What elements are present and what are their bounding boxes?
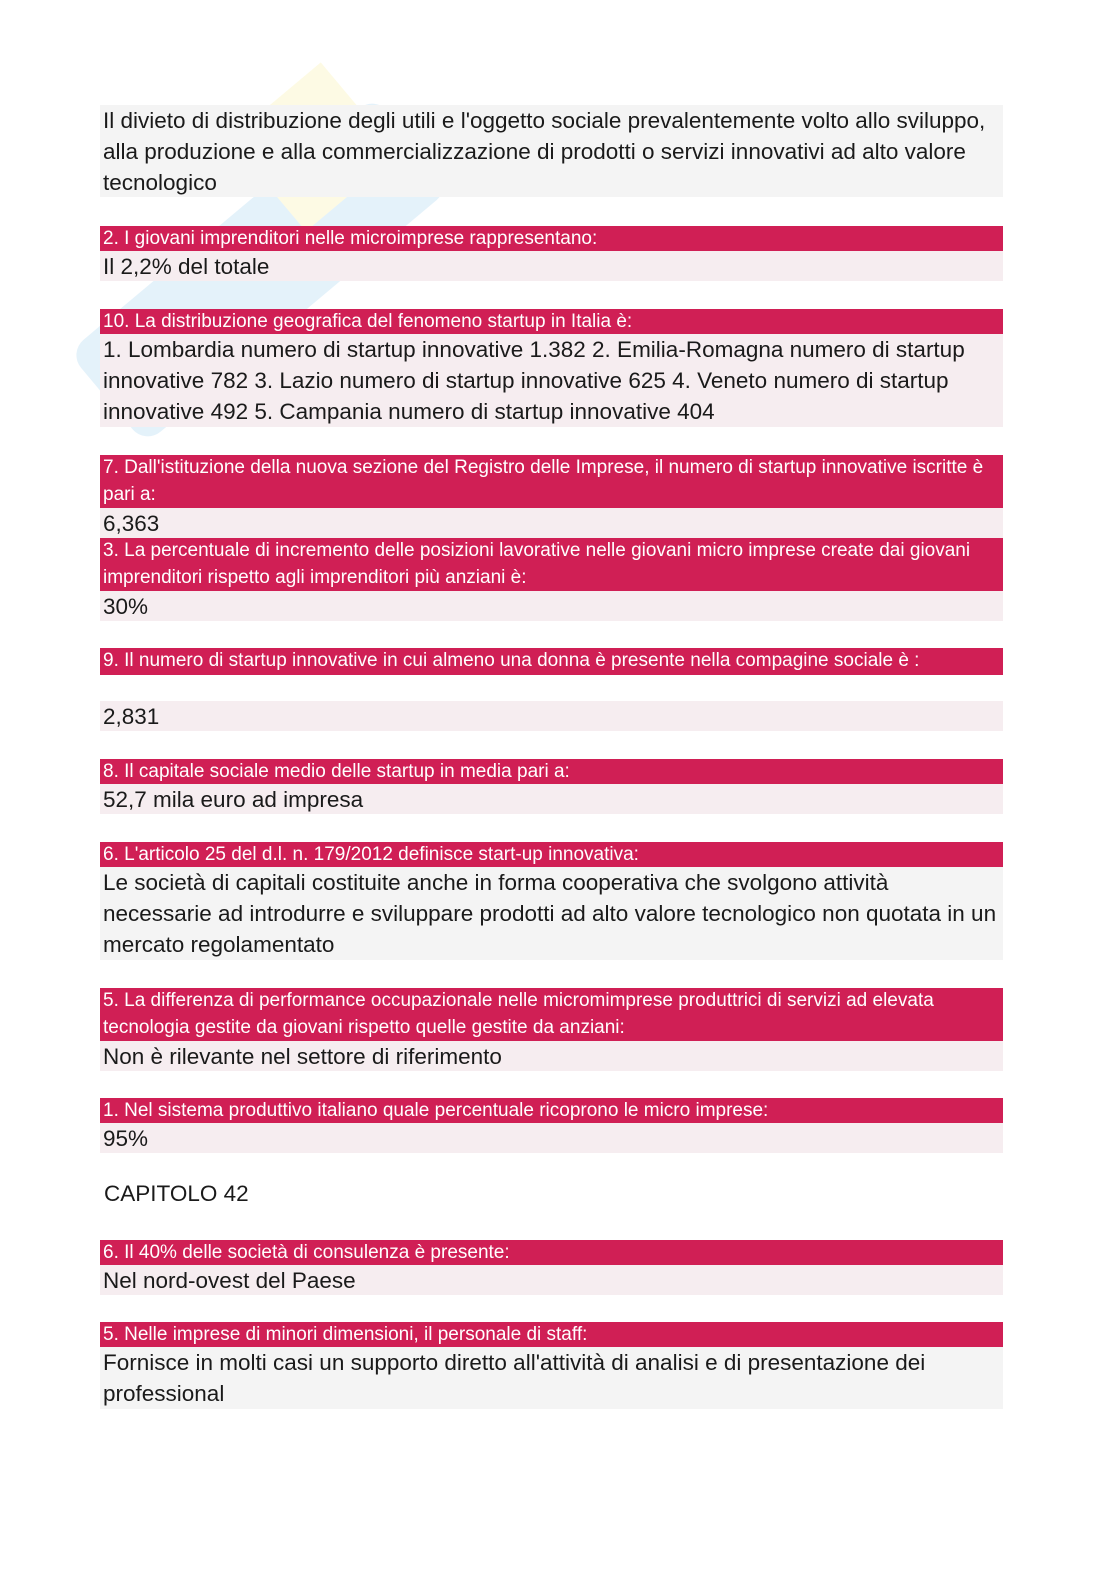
question-10: 10. La distribuzione geografica del fenomeno startup in Italia è: <box>100 309 1003 336</box>
question-ch42-5: 5. Nelle imprese di minori dimensioni, il personale di staff: <box>100 1322 1003 1349</box>
question-1: 1. Nel sistema produttivo italiano quale percentuale ricoprono le micro imprese: <box>100 1098 1003 1125</box>
answer-ch42-5: Fornisce in molti casi un supporto diretto all'attività di analisi e di presentazione dei professional <box>100 1347 1003 1409</box>
answer-10: 1. Lombardia numero di startup innovative 1.382 2. Emilia-Romagna numero di startup innovative 782 3. Lazio numero di startup innovative 625 4. Veneto numero di startup innovative 492 5. Campania numero di startup innovative 404 <box>100 334 1003 427</box>
chapter-heading: CAPITOLO 42 <box>104 1181 249 1206</box>
answer-3: 30% <box>100 591 1003 621</box>
answer-ch42-6: Nel nord-ovest del Paese <box>100 1265 1003 1295</box>
question-7: 7. Dall'istituzione della nuova sezione del Registro delle Imprese, il numero di startup innovative iscritte è pari a: <box>100 455 1003 508</box>
answer-5: Non è rilevante nel settore di riferimento <box>100 1041 1003 1071</box>
answer-1: 95% <box>100 1123 1003 1153</box>
question-6: 6. L'articolo 25 del d.l. n. 179/2012 definisce start-up innovativa: <box>100 842 1003 869</box>
answer-9: 2,831 <box>100 701 1003 731</box>
question-3: 3. La percentuale di incremento delle posizioni lavorative nelle giovani micro imprese create dai giovani imprenditori rispetto agli imprenditori più anziani è: <box>100 538 1003 591</box>
answer-intro: Il divieto di distribuzione degli utili e l'oggetto sociale prevalentemente volto allo sviluppo, alla produzione e alla commercializzazione di prodotti o servizi innovativi ad alto valore tecnologico <box>100 105 1003 197</box>
answer-6: Le società di capitali costituite anche in forma cooperativa che svolgono attività necessarie ad introdurre e sviluppare prodotti ad alto valore tecnologico non quotata in un mercato regolamentato <box>100 867 1003 960</box>
question-9: 9. Il numero di startup innovative in cui almeno una donna è presente nella compagine sociale è : <box>100 648 1003 675</box>
question-5: 5. La differenza di performance occupazionale nelle micromimprese produttrici di servizi ad elevata tecnologia gestite da giovani rispetto quelle gestite da anziani: <box>100 988 1003 1041</box>
answer-7: 6,363 <box>100 508 1003 538</box>
question-8: 8. Il capitale sociale medio delle startup in media pari a: <box>100 759 1003 786</box>
question-ch42-6: 6. Il 40% delle società di consulenza è presente: <box>100 1240 1003 1267</box>
question-2: 2. I giovani imprenditori nelle microimprese rappresentano: <box>100 226 1003 253</box>
answer-8: 52,7 mila euro ad impresa <box>100 784 1003 814</box>
answer-2: Il 2,2% del totale <box>100 251 1003 281</box>
